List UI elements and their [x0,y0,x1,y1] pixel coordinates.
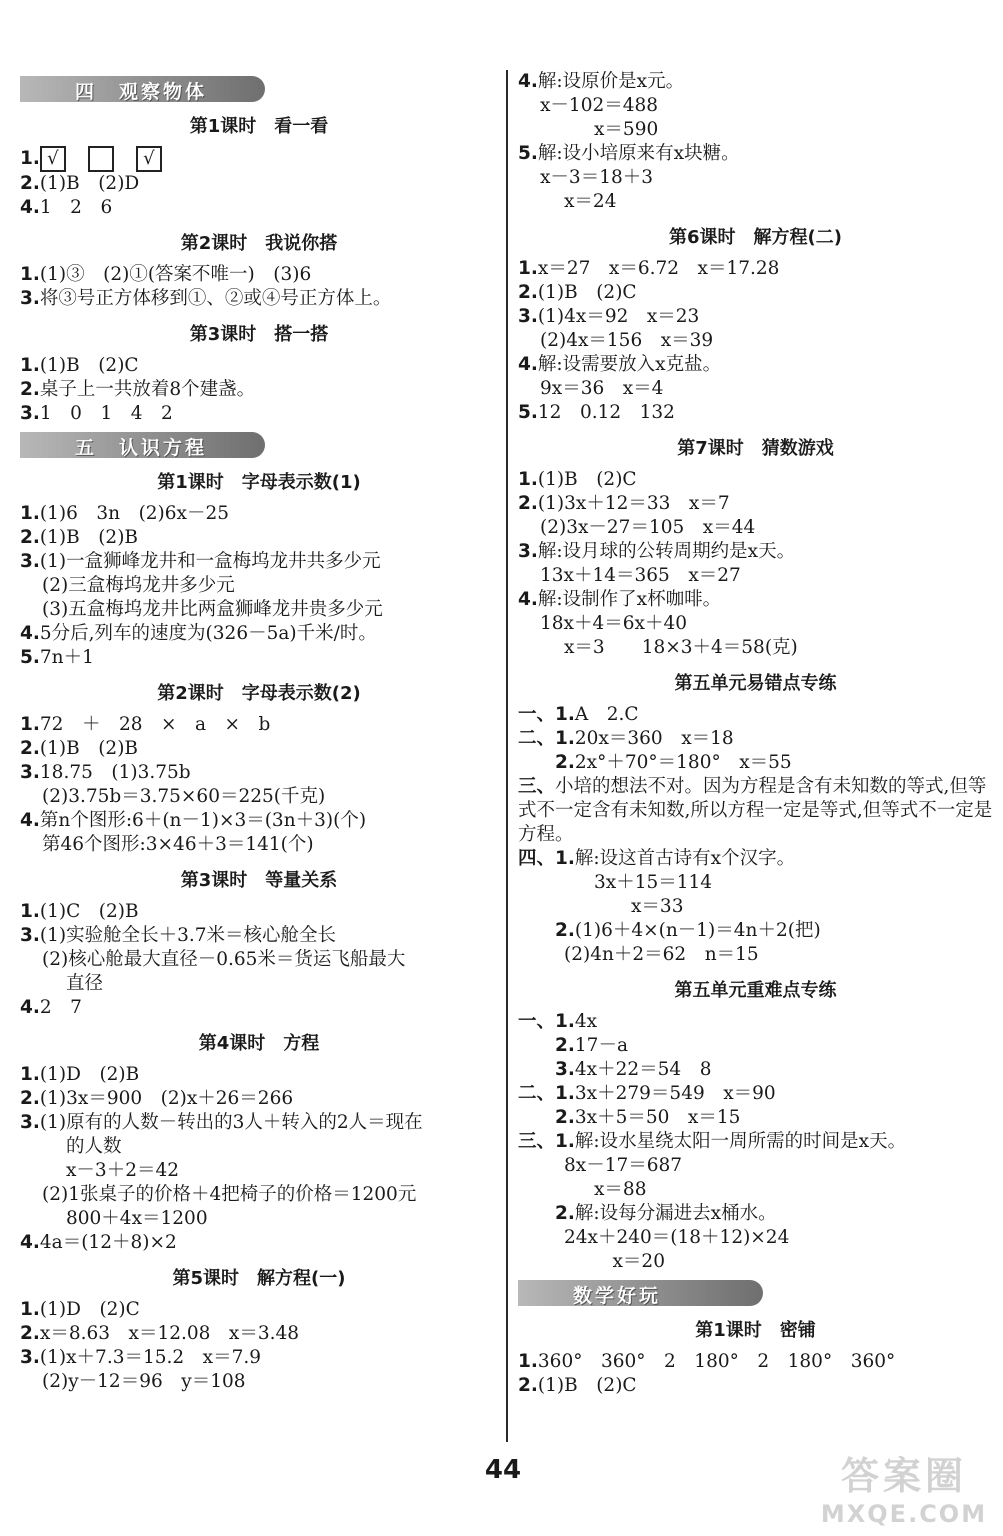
question-number: 4. [518,71,538,92]
answer-line [518,1374,993,1398]
answer-text: (1)6＋4×(n－1)＝4n＋2(把) [574,920,821,941]
answer-text: (1)③ (2)①(答案不唯一) (3)6 [39,264,312,285]
answer-line [518,401,993,425]
question-number: 二、1. [518,728,575,749]
question-number: 4. [20,1232,40,1253]
question-number: 1. [20,503,40,524]
answer-line [518,1226,993,1250]
question-number: 1. [518,1351,538,1372]
question-number: 1. [20,355,40,376]
answer-text: x＝20 [594,1251,665,1272]
answer-line [518,1010,993,1034]
answer-text: (1)B (2)C [537,1375,637,1396]
answer-text: x－3＋2＝42 [66,1160,180,1181]
answer-text: 桌子上一共放着8个建盏。 [39,379,256,400]
answer-line [20,146,498,172]
answer-line [20,833,498,857]
answer-line [518,142,993,166]
answer-line [20,1231,498,1255]
answer-text: 第n个图形:6＋(n－1)×3＝(3n＋3)(个) [39,810,367,831]
answer-text: (1)一盒狮峰龙井和一盒梅坞龙井共多少元 [39,551,381,572]
question-number: 1. [20,1064,40,1085]
answer-line [20,526,498,550]
question-number: 2. [518,1107,575,1128]
answer-text: 3x＋279＝549 x＝90 [574,1083,776,1104]
question-number: 3. [518,306,538,327]
answer-line [518,703,993,727]
answer-text: 1 0 1 4 2 [39,403,173,424]
answer-line [518,353,993,377]
lesson-title: 第五单元重难点专练 [674,980,837,1001]
answer-text: (1)C (2)B [39,901,139,922]
answer-text: 小培的想法不对。因为方程是含有未知数的等式,但等式不一定含有未知数,所以方程一定是等式,但等式不一定是方程。 [518,776,993,845]
answer-text: (1)B (2)D [39,173,140,194]
answer-line [20,809,498,833]
answer-line [518,166,993,190]
answer-text: x＝24 [564,191,617,212]
page-number: 44 [484,1455,522,1485]
answer-line [518,895,993,919]
answer-text: (1)6 3n (2)6x－25 [39,503,230,524]
question-number: 1. [518,258,538,279]
lesson-title: 第2课时 字母表示数(2) [157,683,361,704]
lesson-title: 第6课时 解方程(二) [669,227,842,248]
question-number: 1. [20,714,40,735]
answer-text: 1 2 6 [39,197,113,218]
lesson-title: 第5课时 解方程(一) [172,1268,346,1289]
question-number: 三、 [518,776,556,797]
question-number: 2. [518,1203,575,1224]
lesson-title: 第1课时 字母表示数(1) [157,472,361,493]
answer-text: 72 ＋ 28 × a × b [39,714,271,735]
answer-line [518,1202,993,1226]
question-number: 2. [518,920,575,941]
question-number: 2. [20,379,40,400]
section-title: 四 观察物体 [75,81,208,103]
answer-text: (1)3x＋12＝33 x＝7 [537,493,730,514]
answer-line [20,713,498,737]
answer-text: 800＋4x＝1200 [66,1208,208,1229]
answer-text: 直径 [66,973,104,994]
lesson-title: 第3课时 等量关系 [180,870,338,891]
question-number: 1. [20,901,40,922]
answer-line [518,540,993,564]
answer-line [518,305,993,329]
answer-line [20,737,498,761]
answer-line [518,612,993,636]
answer-text: 7n＋1 [39,647,94,668]
lesson-title: 第4课时 方程 [198,1033,320,1054]
answer-line [518,492,993,516]
answer-line [20,948,498,972]
question-number: 2. [518,1035,575,1056]
answer-line [20,785,498,809]
answer-text: (3)五盒梅坞龙井比两盒狮峰龙井贵多少元 [42,599,383,620]
answer-text: 12 0.12 132 [537,402,675,423]
answer-line [518,1178,993,1202]
question-number: 1. [20,148,40,169]
answer-text: 4x [574,1011,598,1032]
answer-line [20,1322,498,1346]
question-number: 1. [20,1299,40,1320]
question-number: 5. [518,143,538,164]
answer-text: (1)原有的人数－转出的3人＋转入的2人＝现在 [39,1112,423,1133]
answer-text: 第46个图形:3×46＋3＝141(个) [42,834,314,855]
answer-line [20,1370,498,1394]
answer-line [518,118,993,142]
answer-line [20,1207,498,1231]
answer-line [518,1058,993,1082]
section-banner [20,432,265,458]
answer-line [518,564,993,588]
answer-line [518,1082,993,1106]
answer-checkbox: √ [40,146,66,172]
left-column [20,70,498,1394]
answer-line [20,1111,498,1135]
answer-text: (2)核心舱最大直径－0.65米＝货运飞船最大 [42,949,406,970]
lesson-title: 第3课时 搭一搭 [189,324,329,345]
answer-line [20,924,498,948]
answer-line [20,1346,498,1370]
answer-text: (1)3x＝900 (2)x＋26＝266 [39,1088,294,1109]
answer-text: 将③号正方体移到①、②或④号正方体上。 [39,288,392,309]
answer-text: (1)B (2)C [39,355,139,376]
answer-line [20,287,498,311]
question-number: 4. [20,997,40,1018]
answer-text: (1)B (2)C [537,469,637,490]
answer-line [518,70,993,94]
answer-line [20,402,498,426]
answer-text: 17－a [574,1035,628,1056]
answer-text: (1)B (2)C [537,282,637,303]
watermark-line1: 答案圈 [840,1454,967,1498]
answer-text: (1)x＋7.3＝15.2 x＝7.9 [39,1347,262,1368]
answer-line [518,751,993,775]
answer-text: 的人数 [66,1136,122,1157]
question-number: 3. [518,1059,575,1080]
answer-text: 13x＋14＝365 x＝27 [540,565,741,586]
answer-line [518,919,993,943]
question-number: 2. [20,738,40,759]
answer-text: 解:设小培原来有x块糖。 [537,143,740,164]
question-number: 4. [20,623,40,644]
answer-text: A 2.C [574,704,639,725]
question-number: 5. [518,402,538,423]
question-number: 2. [518,282,538,303]
answer-text: 4a＝(12＋8)×2 [39,1232,177,1253]
answer-line [518,1034,993,1058]
answer-line [20,263,498,287]
answer-line [20,646,498,670]
answer-text: 18.75 (1)3.75b [39,762,191,783]
question-number: 4. [20,197,40,218]
answer-text: 解:设每分漏进去x桶水。 [574,1203,777,1224]
answer-text: 24x＋240＝(18＋12)×24 [564,1227,790,1248]
question-number: 3. [20,1347,40,1368]
answer-line [20,622,498,646]
answer-line [518,775,993,847]
answer-text: x＝88 [594,1179,647,1200]
answer-line [20,972,498,996]
answer-text: 解:设月球的公转周期约是x天。 [537,541,796,562]
answer-text: 解:设制作了x杯咖啡。 [537,589,722,610]
answer-line [518,257,993,281]
lesson-title: 第1课时 密铺 [695,1320,816,1341]
question-number: 2. [518,1375,538,1396]
answer-text: 解:设需要放入x克盐。 [537,354,722,375]
answer-line [20,172,498,196]
answer-text: x＝3 18×3＋4＝58(克) [564,637,798,658]
question-number: 二、1. [518,1083,575,1104]
answer-text: 3x＋5＝50 x＝15 [574,1107,741,1128]
answer-line [518,1106,993,1130]
question-number: 3. [20,403,40,424]
answer-line [20,1159,498,1183]
answer-text: (2)4n＋2＝62 n＝15 [564,944,759,965]
answer-text: 8x－17＝687 [564,1155,683,1176]
answer-text: 2 7 [39,997,82,1018]
answer-line [20,761,498,785]
question-number: 4. [20,810,40,831]
question-number: 4. [518,354,538,375]
question-number: 3. [518,541,538,562]
question-number: 2. [20,1088,40,1109]
question-number: 2. [20,527,40,548]
question-number: 2. [20,1323,40,1344]
answer-text: x＝27 x＝6.72 x＝17.28 [537,258,780,279]
answer-text: x＝33 [594,896,684,917]
question-number: 1. [20,264,40,285]
answer-line [518,516,993,540]
answer-text: (1)D (2)B [39,1064,140,1085]
answer-text: 2x°＋70°＝180° x＝55 [574,752,792,773]
answer-line [20,1135,498,1159]
answer-text: 5分后,列车的速度为(326－5a)千米/时。 [39,623,377,644]
answer-line [518,871,993,895]
answer-text: (1)B (2)B [39,738,139,759]
answer-text: (2)三盒梅坞龙井多少元 [42,575,235,596]
answer-line [20,550,498,574]
answer-text: x＝590 [594,119,659,140]
question-number: 3. [20,551,40,572]
answer-text: 20x＝360 x＝18 [574,728,734,749]
answer-text: (1)D (2)C [39,1299,140,1320]
answer-line [518,847,993,871]
answer-line [518,727,993,751]
right-column [518,70,993,1398]
answer-text: 解:设这首古诗有x个汉字。 [574,848,796,869]
answer-line [20,196,498,220]
lesson-title: 第五单元易错点专练 [674,673,837,694]
answer-text: (2)3.75b＝3.75×60＝225(千克) [42,786,326,807]
question-number: 1. [518,469,538,490]
answer-line [518,943,993,967]
answer-line [518,636,993,660]
answer-line [20,996,498,1020]
answer-text: 解:设水星绕太阳一周所需的时间是x天。 [574,1131,907,1152]
answer-line [518,468,993,492]
answer-line [518,1350,993,1374]
watermark-logo [819,1445,989,1528]
answer-text: x＝8.63 x＝12.08 x＝3.48 [39,1323,300,1344]
answer-line [518,377,993,401]
question-number: 2. [518,493,538,514]
question-number: 2. [20,173,40,194]
answer-line [518,281,993,305]
answer-line [518,1250,993,1274]
answer-text: (2)y－12＝96 y＝108 [42,1371,246,1392]
answer-text: 解:设原价是x元。 [537,71,685,92]
question-number: 三、1. [518,1131,575,1152]
question-number: 2. [518,752,575,773]
question-number: 3. [20,762,40,783]
answer-text: 360° 360° 2 180° 2 180° 360° [537,1351,896,1372]
section-banner [518,1280,763,1306]
answer-text: 9x＝36 x＝4 [540,378,664,399]
answer-line [20,1183,498,1207]
question-number: 5. [20,647,40,668]
question-number: 一、1. [518,704,575,725]
question-number: 3. [20,288,40,309]
watermark-line2: MXQE.COM [820,1500,988,1528]
answer-text: 4x＋22＝54 8 [574,1059,712,1080]
answer-text: (2)1张桌子的价格＋4把椅子的价格＝1200元 [42,1184,417,1205]
answer-line [20,574,498,598]
question-number: 3. [20,925,40,946]
answer-text: x－3＝18＋3 [540,167,654,188]
answer-line [518,1130,993,1154]
question-number: 3. [20,1112,40,1133]
answer-line [20,1087,498,1111]
answer-checkbox [88,146,114,172]
answer-text: 3x＋15＝114 [594,872,713,893]
column-divider [506,70,508,1442]
answer-text: (2)3x－27＝105 x＝44 [540,517,756,538]
answer-text: 18x＋4＝6x＋40 [540,613,687,634]
section-banner [20,76,265,102]
lesson-title: 第2课时 我说你搭 [180,233,338,254]
answer-line [20,502,498,526]
answer-line [518,94,993,118]
answer-line [518,190,993,214]
answer-text: (1)4x＝92 x＝23 [537,306,700,327]
answer-line [20,378,498,402]
question-number: 一、1. [518,1011,575,1032]
answer-checkbox: √ [136,146,162,172]
answer-text: (1)实验舱全长＋3.7米＝核心舱全长 [39,925,337,946]
section-title: 数学好玩 [573,1285,662,1307]
section-title: 五 认识方程 [75,437,208,459]
answer-text: (2)4x＝156 x＝39 [540,330,714,351]
answer-line [20,354,498,378]
answer-line [518,329,993,353]
answer-line [20,1298,498,1322]
answer-text: (1)B (2)B [39,527,139,548]
answer-line [20,900,498,924]
answer-line [518,588,993,612]
lesson-title: 第1课时 看一看 [189,116,329,137]
question-number: 4. [518,589,538,610]
answer-text: x－102＝488 [540,95,659,116]
answer-line [518,1154,993,1178]
answer-line [20,1063,498,1087]
question-number: 四、1. [518,848,575,869]
lesson-title: 第7课时 猜数游戏 [677,438,834,459]
answer-line [20,598,498,622]
